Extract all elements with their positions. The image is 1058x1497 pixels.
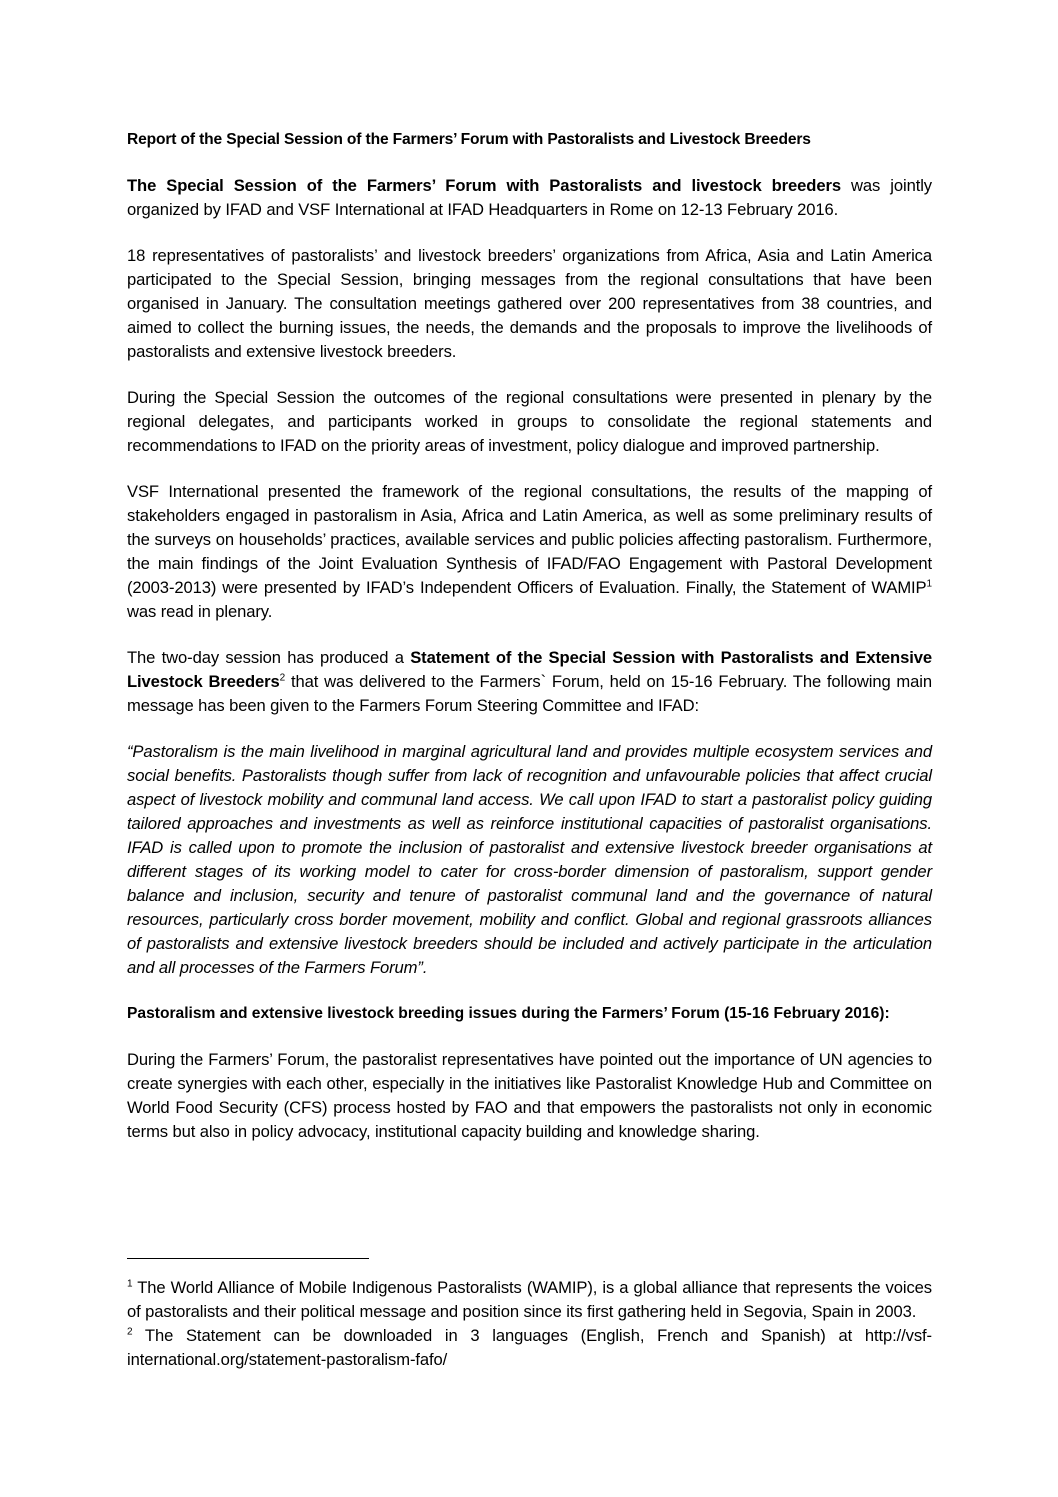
document-title: Report of the Special Session of the Farmers’ Forum with Pastoralists and Livestock Breeders [127, 131, 811, 148]
paragraph-session-outcomes: During the Special Session the outcomes of the regional consultations were presented in plenary by the regional delegates, and participants worked in groups to consolidate the regional statements and recommendations to IFAD on the priority areas of investment, policy dialogue and improved partnership. [127, 388, 932, 455]
paragraph-farmers-forum: During the Farmers’ Forum, the pastoralist representatives have pointed out the importance of UN agencies to create synergies with each other, especially in the initiatives like Pastoralist Knowledge Hub and Committee on World Food Security (CFS) process hosted by FAO and that empowers the pastoralists not only in economic terms but also in policy advocacy, institutional capacity building and knowledge sharing. [127, 1050, 932, 1141]
statement-text: that was delivered to the Farmers` Forum, held on 15-16 February. The following main message has been given to the Farmers Forum Steering Committee and IFAD: [127, 672, 933, 715]
footnote-text-1: The World Alliance of Mobile Indigenous Pastoralists (WAMIP), is a global alliance that represents the voices of pastoralists and their political message and position since its first gathering held in Segovia, Spain in 2003. [127, 1278, 932, 1321]
vsf-text: VSF International presented the framework of the regional consultations, the results of the mapping of stakeholders engaged in pastoralism in Asia, Africa and Latin America, as well as some preliminary results of the surveys on households’ practices, available services and public policies affecting pastoralism. Furthermore, the main findings of the Joint Evaluation Synthesis of IFAD/FAO Engagement with Pastoral Development (2003-2013) were presented by IFAD’s Independent Officers of Evaluation. Finally, the Statement of WAMIP [127, 482, 932, 597]
footnote-separator [127, 1258, 369, 1259]
footnote-mark-1: 1 [127, 1278, 133, 1290]
footnote-mark-2: 2 [127, 1326, 133, 1338]
paragraph-participants: 18 representatives of pastoralists’ and livestock breeders’ organizations from Africa, Asia and Latin America participated to the Special Session, bringing messages from the regional consultations that have been organised in January. The consultation meetings gathered over 200 representatives from 38 countries, and aimed to collect the burning issues, the needs, the demands and the proposals to improve the livelihoods of pastoralists and extensive livestock breeders. [127, 246, 932, 361]
footnote-1 [127, 1276, 932, 1324]
paragraph-intro [127, 174, 932, 222]
footnote-2 [127, 1324, 932, 1372]
paragraph-statement [127, 646, 932, 718]
document-body [127, 128, 932, 1166]
vsf-tail: was read in plenary. [127, 602, 273, 621]
footnotes [127, 1276, 932, 1372]
paragraph-vsf-presentation [127, 480, 932, 624]
section-heading-issues: Pastoralism and extensive livestock breeding issues during the Farmers’ Forum (15-16 February 2016): [127, 1005, 890, 1022]
footnote-ref-2: 2 [279, 672, 286, 684]
statement-bold-title: Statement of the Special Session with Pastoralists and Extensive Livestock Breeders [127, 648, 932, 691]
intro-bold-lead: The Special Session of the Farmers’ Forum with Pastoralists and livestock breeders [127, 176, 841, 195]
footnote-ref-1: 1 [926, 578, 932, 590]
footnote-text-2: The Statement can be downloaded in 3 languages (English, French and Spanish) at http://vsf-international.org/statement-pastoralism-fafo/ [127, 1326, 932, 1369]
statement-lead: The two-day session has produced a [127, 648, 411, 667]
main-message-quote: “Pastoralism is the main livelihood in marginal agricultural land and provides multiple ecosystem services and social benefits. Pastoralists though suffer from lack of recognition and unfavourable policies that affect crucial aspect of livestock mobility and communal land access. We call upon IFAD to start a pastoralist policy guiding tailored approaches and investments as well as reinforce institutional capacities of pastoralist organisations. IFAD is called upon to promote the inclusion of pastoralist and extensive livestock breeder organisations at different stages of its working model to cater for cross-border dimension of pastoralism, support gender balance and inclusion, security and tenure of pastoralist communal land and the governance of natural resources, particularly cross border movement, mobility and conflict. Global and regional grassroots alliances of pastoralists and extensive livestock breeders should be included and actively participate in the articulation and all processes of the Farmers Forum”. [127, 742, 932, 977]
intro-text: was jointly organized by IFAD and VSF International at IFAD Headquarters in Rome on 12-13 February 2016. [127, 176, 932, 219]
